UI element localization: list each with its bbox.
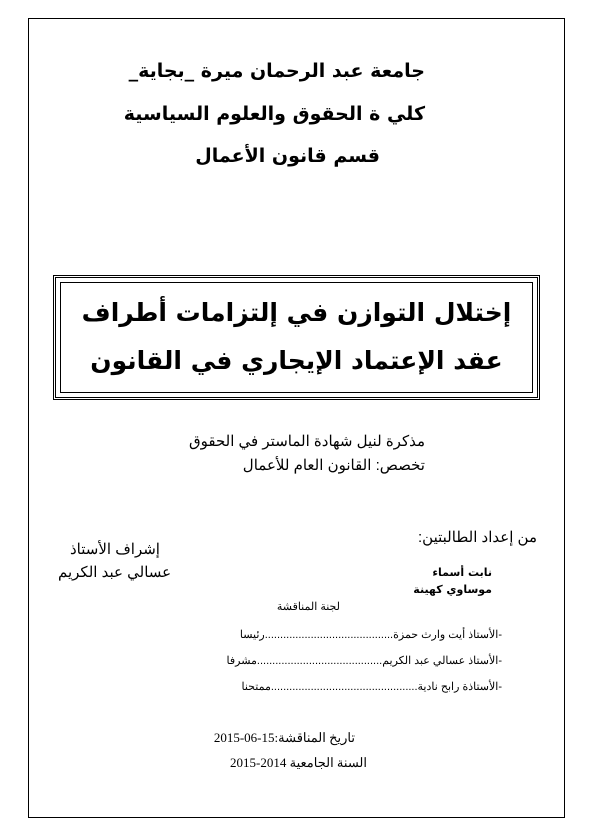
committee-title: لجنة المناقشة xyxy=(276,601,340,613)
page-border xyxy=(28,18,565,818)
student-name-1: نابت أسماء xyxy=(432,566,492,579)
title-line-2: عقد الإعتماد الإيجاري في القانون xyxy=(90,346,503,375)
supervisor-label: إشراف الأستاذ xyxy=(70,541,160,558)
students-label: من إعداد الطالبتين: xyxy=(418,529,537,546)
defense-date: تاريخ المناقشة:15-06-2015 xyxy=(213,730,355,745)
committee-member-1: -الأستاذ أيت وارث حمزة..........................................رئيسا xyxy=(239,629,502,641)
academic-year: السنة الجامعية 2014-2015 xyxy=(230,755,367,770)
thesis-purpose: مذكرة لنيل شهادة الماستر في الحقوق xyxy=(188,433,425,450)
supervisor-name: عسالي عبد الكريم xyxy=(58,564,172,581)
student-name-2: موساوي كهينة xyxy=(413,583,492,596)
thesis-specialty: تخصص: القانون العام للأعمال xyxy=(242,457,425,474)
committee-member-2: -الأستاذ عسالي عبد الكريم.........................................مشرفا xyxy=(226,655,502,667)
department-name: قسم قانون الأعمال xyxy=(195,145,380,167)
title-line-1: إختلال التوازن في إلتزامات أطراف xyxy=(81,298,512,327)
title-box xyxy=(53,275,540,400)
faculty-name: كلي ة الحقوق والعلوم السياسية xyxy=(123,103,425,125)
university-name: جامعة عبد الرحمان ميرة _بجاية_ xyxy=(128,60,425,82)
committee-member-3: -الأستاذة رابح نادية................................................ممتحنا xyxy=(241,681,502,693)
